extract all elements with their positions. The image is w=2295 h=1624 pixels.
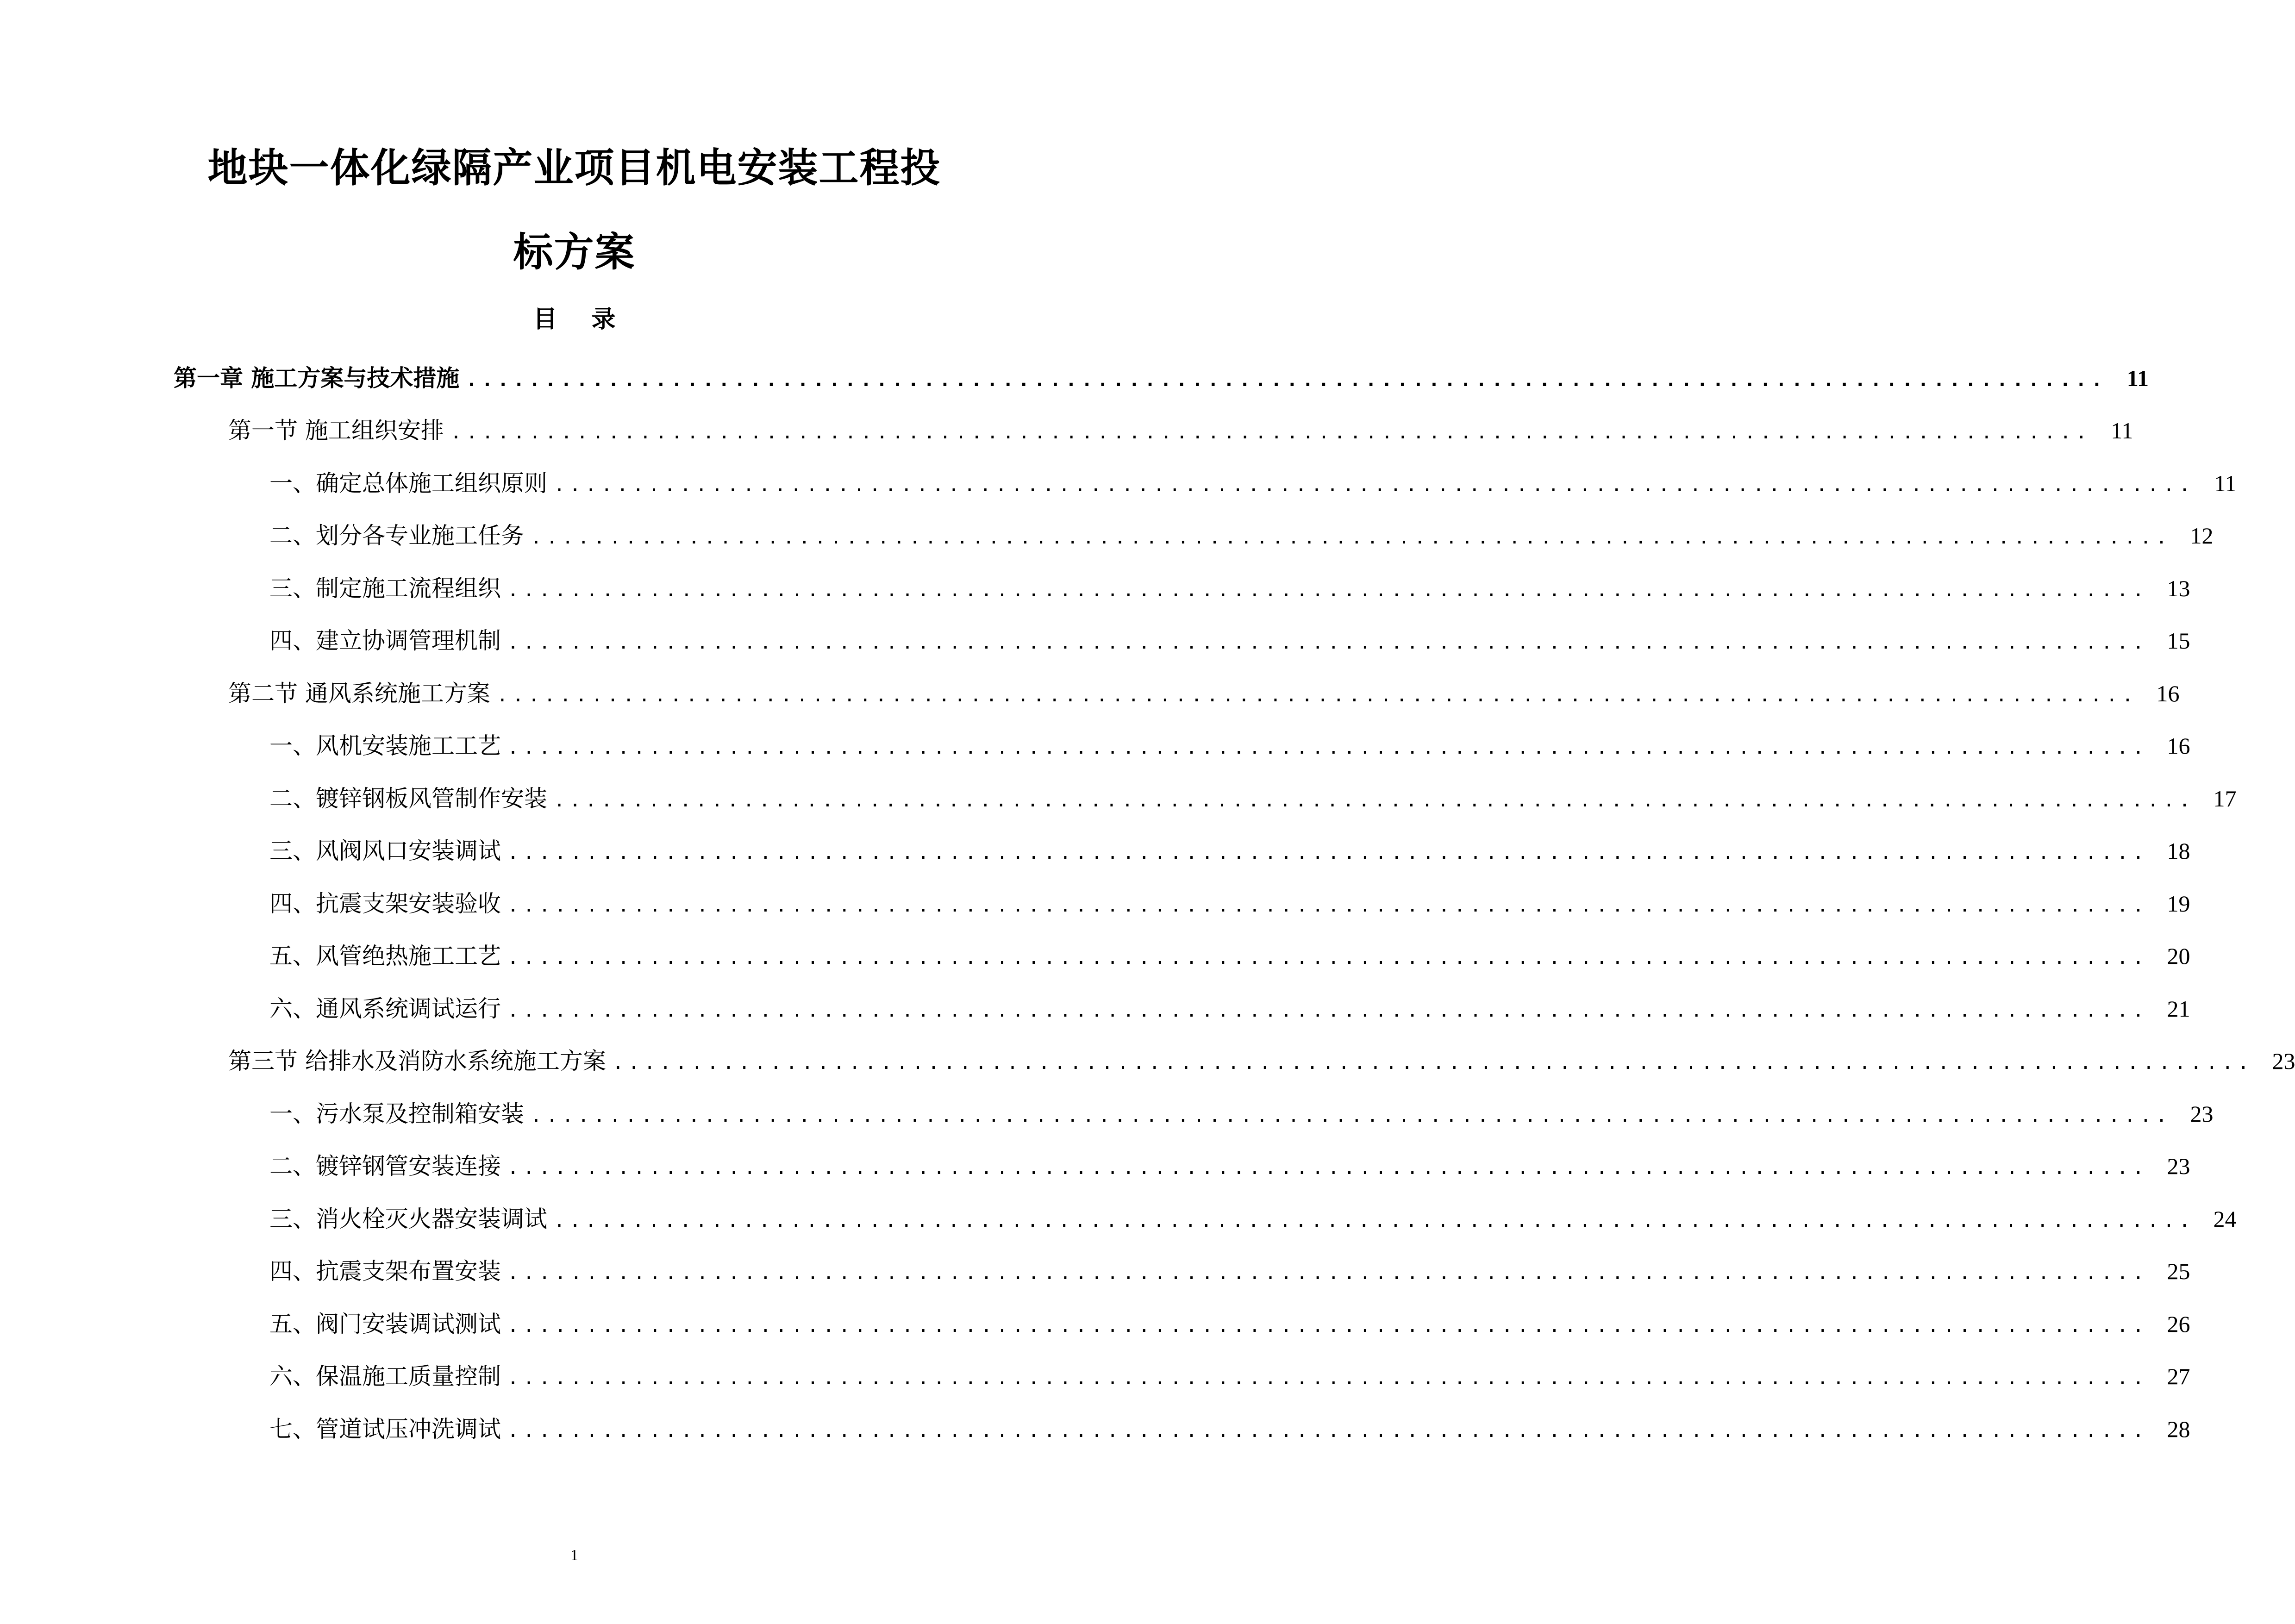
toc-dot-leader: ........................................................................................................ (531, 527, 2172, 549)
page-number: 1 (570, 1547, 578, 1564)
toc-dot-leader: ........................................................................................................ (507, 894, 2149, 916)
toc-dot-leader: ........................................................................................................ (507, 999, 2149, 1021)
toc-entry-item[interactable] (0, 1350, 2190, 1403)
toc-entry-item[interactable] (0, 1087, 2214, 1140)
toc-entry-item[interactable] (0, 562, 2190, 615)
toc-entry-chapter-1[interactable] (0, 352, 2149, 405)
toc-entry-page-number: 16 (2156, 680, 2180, 706)
toc-entry-label: 二、镀锌钢管安装连接 (269, 1153, 501, 1180)
document-title-line-2: 标方案 (513, 229, 636, 275)
toc-entry-label: 一、确定总体施工组织原则 (269, 469, 547, 497)
toc-dot-leader: ........................................................................................................ (531, 1105, 2172, 1126)
toc-entry-item[interactable] (0, 1298, 2190, 1350)
toc-entry-label: 五、阀门安装调试测试 (269, 1310, 501, 1337)
document-title-line-1: 地块一体化绿隔产业项目机电安装工程投 (207, 145, 941, 191)
toc-dot-leader: ........................................................................................................ (507, 1262, 2149, 1284)
toc-entry-page-number: 11 (2111, 418, 2133, 444)
toc-dot-leader: ........................................................................................................ (554, 474, 2195, 496)
toc-entry-page-number: 15 (2167, 628, 2190, 654)
toc-entry-page-number: 23 (2167, 1153, 2190, 1180)
toc-entry-label: 二、划分各专业施工任务 (269, 522, 524, 550)
toc-entry-page-number: 25 (2167, 1258, 2190, 1285)
toc-dot-leader: ........................................................................................................ (507, 1315, 2149, 1337)
toc-entry-label: 第一节 施工组织安排 (228, 417, 444, 444)
toc-entry-item[interactable] (0, 1245, 2190, 1298)
toc-entry-page-number: 23 (2190, 1100, 2214, 1127)
toc-entry-section-3[interactable] (0, 1035, 2295, 1088)
toc-entry-page-number: 11 (2214, 470, 2237, 496)
toc-entry-label: 第一章 施工方案与技术措施 (174, 364, 460, 392)
toc-dot-leader: ........................................................................................................ (507, 947, 2149, 969)
toc-entry-item[interactable] (0, 720, 2190, 773)
toc-entry-page-number: 27 (2167, 1363, 2190, 1390)
toc-entry-page-number: 28 (2167, 1416, 2190, 1442)
toc-entry-item[interactable] (0, 877, 2190, 930)
table-of-contents (0, 352, 2295, 1455)
toc-entry-item[interactable] (0, 825, 2190, 878)
toc-entry-page-number: 16 (2167, 733, 2190, 759)
toc-entry-label: 二、镀锌钢板风管制作安装 (269, 785, 547, 812)
toc-dot-leader: ........................................................................................................ (507, 579, 2149, 601)
toc-entry-label: 四、抗震支架布置安装 (269, 1258, 501, 1285)
toc-dot-leader: ........................................................................................................ (507, 632, 2149, 654)
toc-entry-label: 七、管道试压冲洗调试 (269, 1415, 501, 1443)
toc-entry-item[interactable] (0, 1140, 2190, 1193)
toc-dot-leader: ........................................................................................................ (466, 369, 2107, 391)
toc-entry-item[interactable] (0, 1403, 2190, 1455)
toc-dot-leader: ........................................................................................................ (507, 842, 2149, 864)
toc-entry-label: 四、建立协调管理机制 (269, 627, 501, 655)
toc-entry-page-number: 19 (2167, 890, 2190, 917)
toc-entry-label: 第三节 给排水及消防水系统施工方案 (228, 1048, 606, 1075)
toc-dot-leader: ........................................................................................................ (507, 1368, 2149, 1389)
toc-entry-label: 一、风机安装施工工艺 (269, 732, 501, 760)
toc-dot-leader: ........................................................................................................ (554, 1210, 2195, 1231)
toc-dot-leader: ........................................................................................................ (612, 1052, 2254, 1074)
toc-entry-page-number: 23 (2272, 1048, 2295, 1074)
toc-entry-item[interactable] (0, 615, 2190, 668)
toc-entry-page-number: 24 (2213, 1206, 2237, 1232)
toc-entry-label: 一、污水泵及控制箱安装 (269, 1100, 524, 1127)
toc-entry-section-2[interactable] (0, 667, 2180, 720)
toc-entry-label: 六、通风系统调试运行 (269, 995, 501, 1022)
toc-entry-page-number: 13 (2167, 575, 2190, 601)
toc-dot-leader: ........................................................................................................ (554, 789, 2195, 811)
toc-dot-leader: ........................................................................................................ (507, 737, 2149, 759)
toc-entry-label: 三、制定施工流程组织 (269, 575, 501, 602)
toc-entry-label: 四、抗震支架安装验收 (269, 890, 501, 917)
toc-entry-page-number: 11 (2126, 365, 2149, 391)
toc-entry-label: 三、消火栓灭火器安装调试 (269, 1205, 547, 1232)
toc-entry-item[interactable] (0, 457, 2237, 510)
toc-heading: 目 录 (533, 306, 629, 333)
toc-entry-page-number: 20 (2167, 943, 2190, 969)
toc-entry-page-number: 18 (2167, 838, 2190, 864)
toc-entry-page-number: 21 (2167, 995, 2190, 1022)
toc-entry-page-number: 26 (2167, 1311, 2190, 1337)
toc-entry-item[interactable] (0, 1193, 2237, 1245)
toc-entry-section-1[interactable] (0, 405, 2133, 457)
toc-entry-page-number: 12 (2190, 523, 2214, 549)
toc-entry-item[interactable] (0, 930, 2190, 983)
toc-dot-leader: ........................................................................................................ (507, 1157, 2149, 1179)
toc-entry-label: 六、保温施工质量控制 (269, 1363, 501, 1390)
toc-entry-label: 第二节 通风系统施工方案 (228, 680, 490, 707)
toc-entry-item[interactable] (0, 510, 2214, 562)
toc-entry-page-number: 17 (2213, 785, 2237, 812)
toc-entry-item[interactable] (0, 772, 2237, 825)
toc-entry-item[interactable] (0, 982, 2190, 1035)
toc-entry-label: 三、风阀风口安装调试 (269, 837, 501, 865)
toc-dot-leader: ........................................................................................................ (507, 1420, 2149, 1442)
toc-dot-leader: ........................................................................................................ (450, 422, 2092, 443)
toc-entry-label: 五、风管绝热施工工艺 (269, 943, 501, 970)
toc-dot-leader: ........................................................................................................ (496, 684, 2138, 706)
